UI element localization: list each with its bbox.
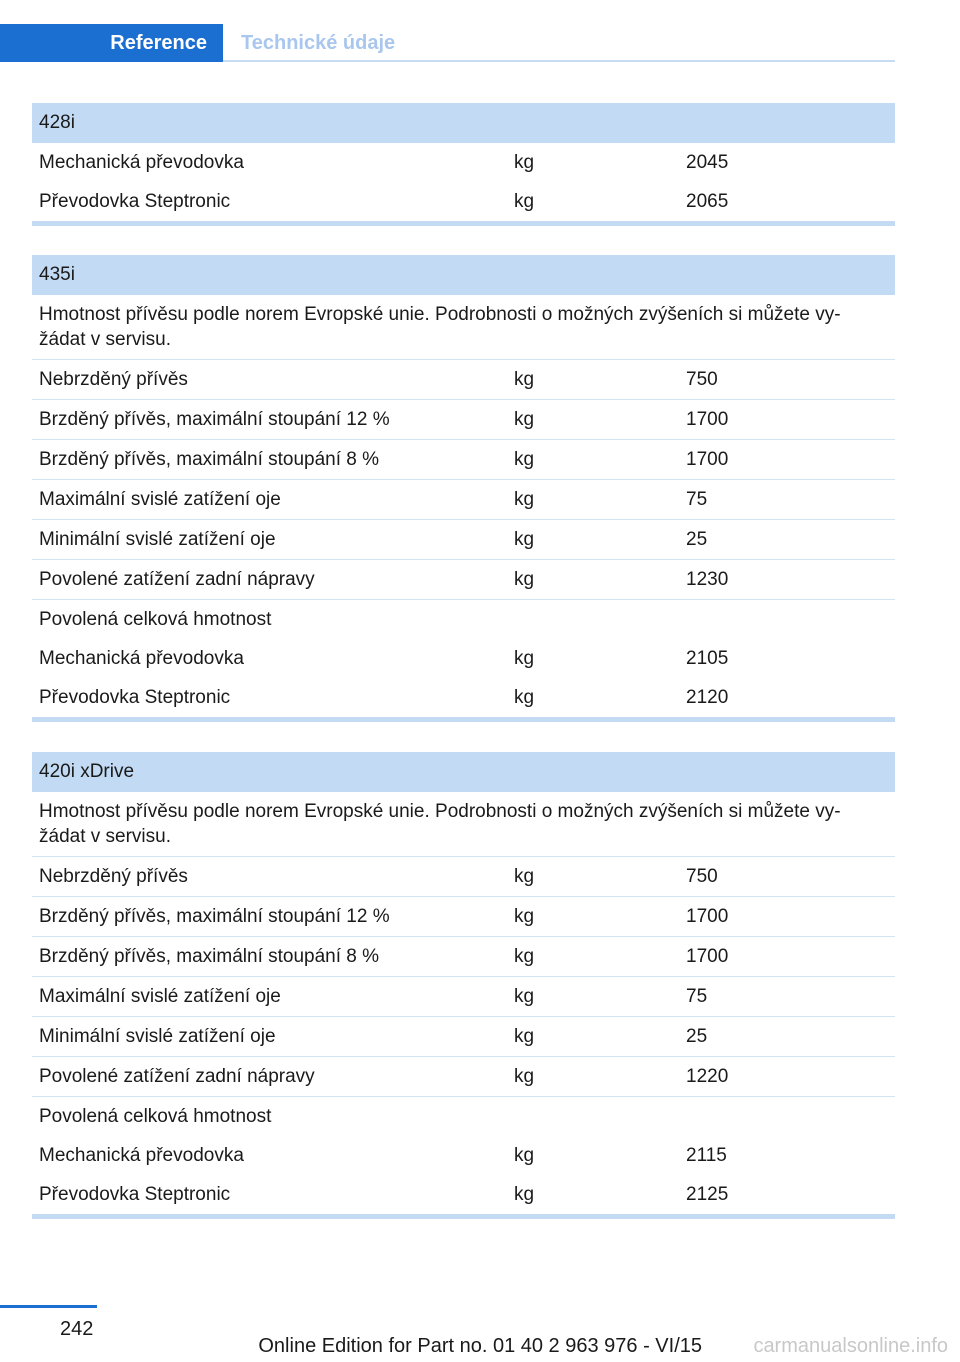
row-unit: kg [514, 1144, 535, 1166]
footer-accent-line [0, 1305, 97, 1308]
table-note: Hmotnost přívěsu podle norem Evropské unie. Podrobnosti o možných zvýšeních si můžete vy‐žádat v servisu. [32, 792, 895, 857]
table-row [32, 937, 895, 977]
row-unit: kg [514, 1183, 535, 1205]
table-bottom-bar [32, 717, 895, 722]
row-unit: kg [514, 368, 535, 390]
header-divider [223, 60, 895, 62]
table-row [32, 182, 895, 221]
table-row [32, 1175, 895, 1214]
row-unit: kg [514, 190, 535, 212]
tab-reference[interactable]: Reference [0, 24, 223, 62]
row-value: 2065 [686, 190, 729, 212]
row-unit: kg [514, 448, 535, 470]
row-value: 2125 [686, 1183, 729, 1205]
row-label: Maximální svislé zatížení oje [39, 488, 281, 510]
row-unit: kg [514, 568, 535, 590]
row-value: 25 [686, 528, 708, 550]
row-value: 750 [686, 865, 718, 887]
table-title: 420i xDrive [32, 752, 895, 792]
table-row [32, 1136, 895, 1175]
row-label: Povolená celková hmotnost [39, 1105, 272, 1127]
row-label: Brzděný přívěs, maximální stoupání 12 % [39, 905, 390, 927]
row-value: 2115 [686, 1144, 727, 1166]
table-row [32, 480, 895, 520]
row-unit: kg [514, 647, 535, 669]
table-row [32, 560, 895, 600]
row-unit: kg [514, 1025, 535, 1047]
row-label: Převodovka Steptronic [39, 1183, 231, 1205]
row-unit: kg [514, 488, 535, 510]
row-unit: kg [514, 528, 535, 550]
table-row [32, 600, 895, 639]
row-unit: kg [514, 686, 535, 708]
table-row [32, 143, 895, 182]
row-label: Brzděný přívěs, maximální stoupání 8 % [39, 945, 380, 967]
row-label: Mechanická převodovka [39, 151, 244, 173]
table-row [32, 520, 895, 560]
table-row [32, 360, 895, 400]
row-value: 2045 [686, 151, 729, 173]
row-unit: kg [514, 151, 535, 173]
table-bottom-bar [32, 1214, 895, 1219]
row-unit: kg [514, 408, 535, 430]
row-label: Povolené zatížení zadní nápravy [39, 1065, 315, 1087]
row-unit: kg [514, 865, 535, 887]
row-label: Nebrzděný přívěs [39, 865, 188, 887]
table-row [32, 1017, 895, 1057]
table-row [32, 857, 895, 897]
row-unit: kg [514, 905, 535, 927]
table-row [32, 1097, 895, 1136]
table-title: 435i [32, 255, 895, 295]
table-bottom-bar [32, 221, 895, 226]
spec-table-428i [32, 103, 895, 226]
row-value: 75 [686, 985, 708, 1007]
watermark: carmanualsonline.info [753, 1335, 948, 1357]
tab-technical-data[interactable]: Technické údaje [241, 31, 396, 54]
table-row [32, 977, 895, 1017]
row-label: Brzděný přívěs, maximální stoupání 8 % [39, 448, 380, 470]
edition-text: Online Edition for Part no. 01 40 2 963 976 - VI/15 [258, 1335, 702, 1357]
table-row [32, 1057, 895, 1097]
row-value: 2120 [686, 686, 729, 708]
row-value: 25 [686, 1025, 708, 1047]
row-label: Minimální svislé zatížení oje [39, 1025, 276, 1047]
row-value: 1700 [686, 945, 729, 967]
row-unit: kg [514, 945, 535, 967]
table-row [32, 897, 895, 937]
chapter-header [0, 24, 895, 62]
row-label: Maximální svislé zatížení oje [39, 985, 281, 1007]
spec-table-420i-xdrive [32, 752, 895, 1219]
row-value: 1700 [686, 905, 729, 927]
row-value: 1700 [686, 448, 729, 470]
table-row [32, 678, 895, 717]
row-label: Brzděný přívěs, maximální stoupání 12 % [39, 408, 390, 430]
row-value: 1230 [686, 568, 729, 590]
row-label: Povolené zatížení zadní nápravy [39, 568, 315, 590]
row-value: 1700 [686, 408, 729, 430]
row-unit: kg [514, 1065, 535, 1087]
row-value: 750 [686, 368, 718, 390]
row-label: Nebrzděný přívěs [39, 368, 188, 390]
row-value: 1220 [686, 1065, 729, 1087]
row-value: 2105 [686, 647, 729, 669]
table-row [32, 440, 895, 480]
table-row [32, 639, 895, 678]
table-row [32, 400, 895, 440]
page-number: 242 [60, 1318, 94, 1340]
row-value: 75 [686, 488, 708, 510]
row-label: Mechanická převodovka [39, 1144, 244, 1166]
row-label: Mechanická převodovka [39, 647, 244, 669]
row-label: Povolená celková hmotnost [39, 608, 272, 630]
table-title: 428i [32, 103, 895, 143]
row-unit: kg [514, 985, 535, 1007]
spec-table-435i [32, 255, 895, 722]
row-label: Převodovka Steptronic [39, 190, 231, 212]
row-label: Převodovka Steptronic [39, 686, 231, 708]
table-note: Hmotnost přívěsu podle norem Evropské unie. Podrobnosti o možných zvýšeních si můžete vy‐žádat v servisu. [32, 295, 895, 360]
row-label: Minimální svislé zatížení oje [39, 528, 276, 550]
